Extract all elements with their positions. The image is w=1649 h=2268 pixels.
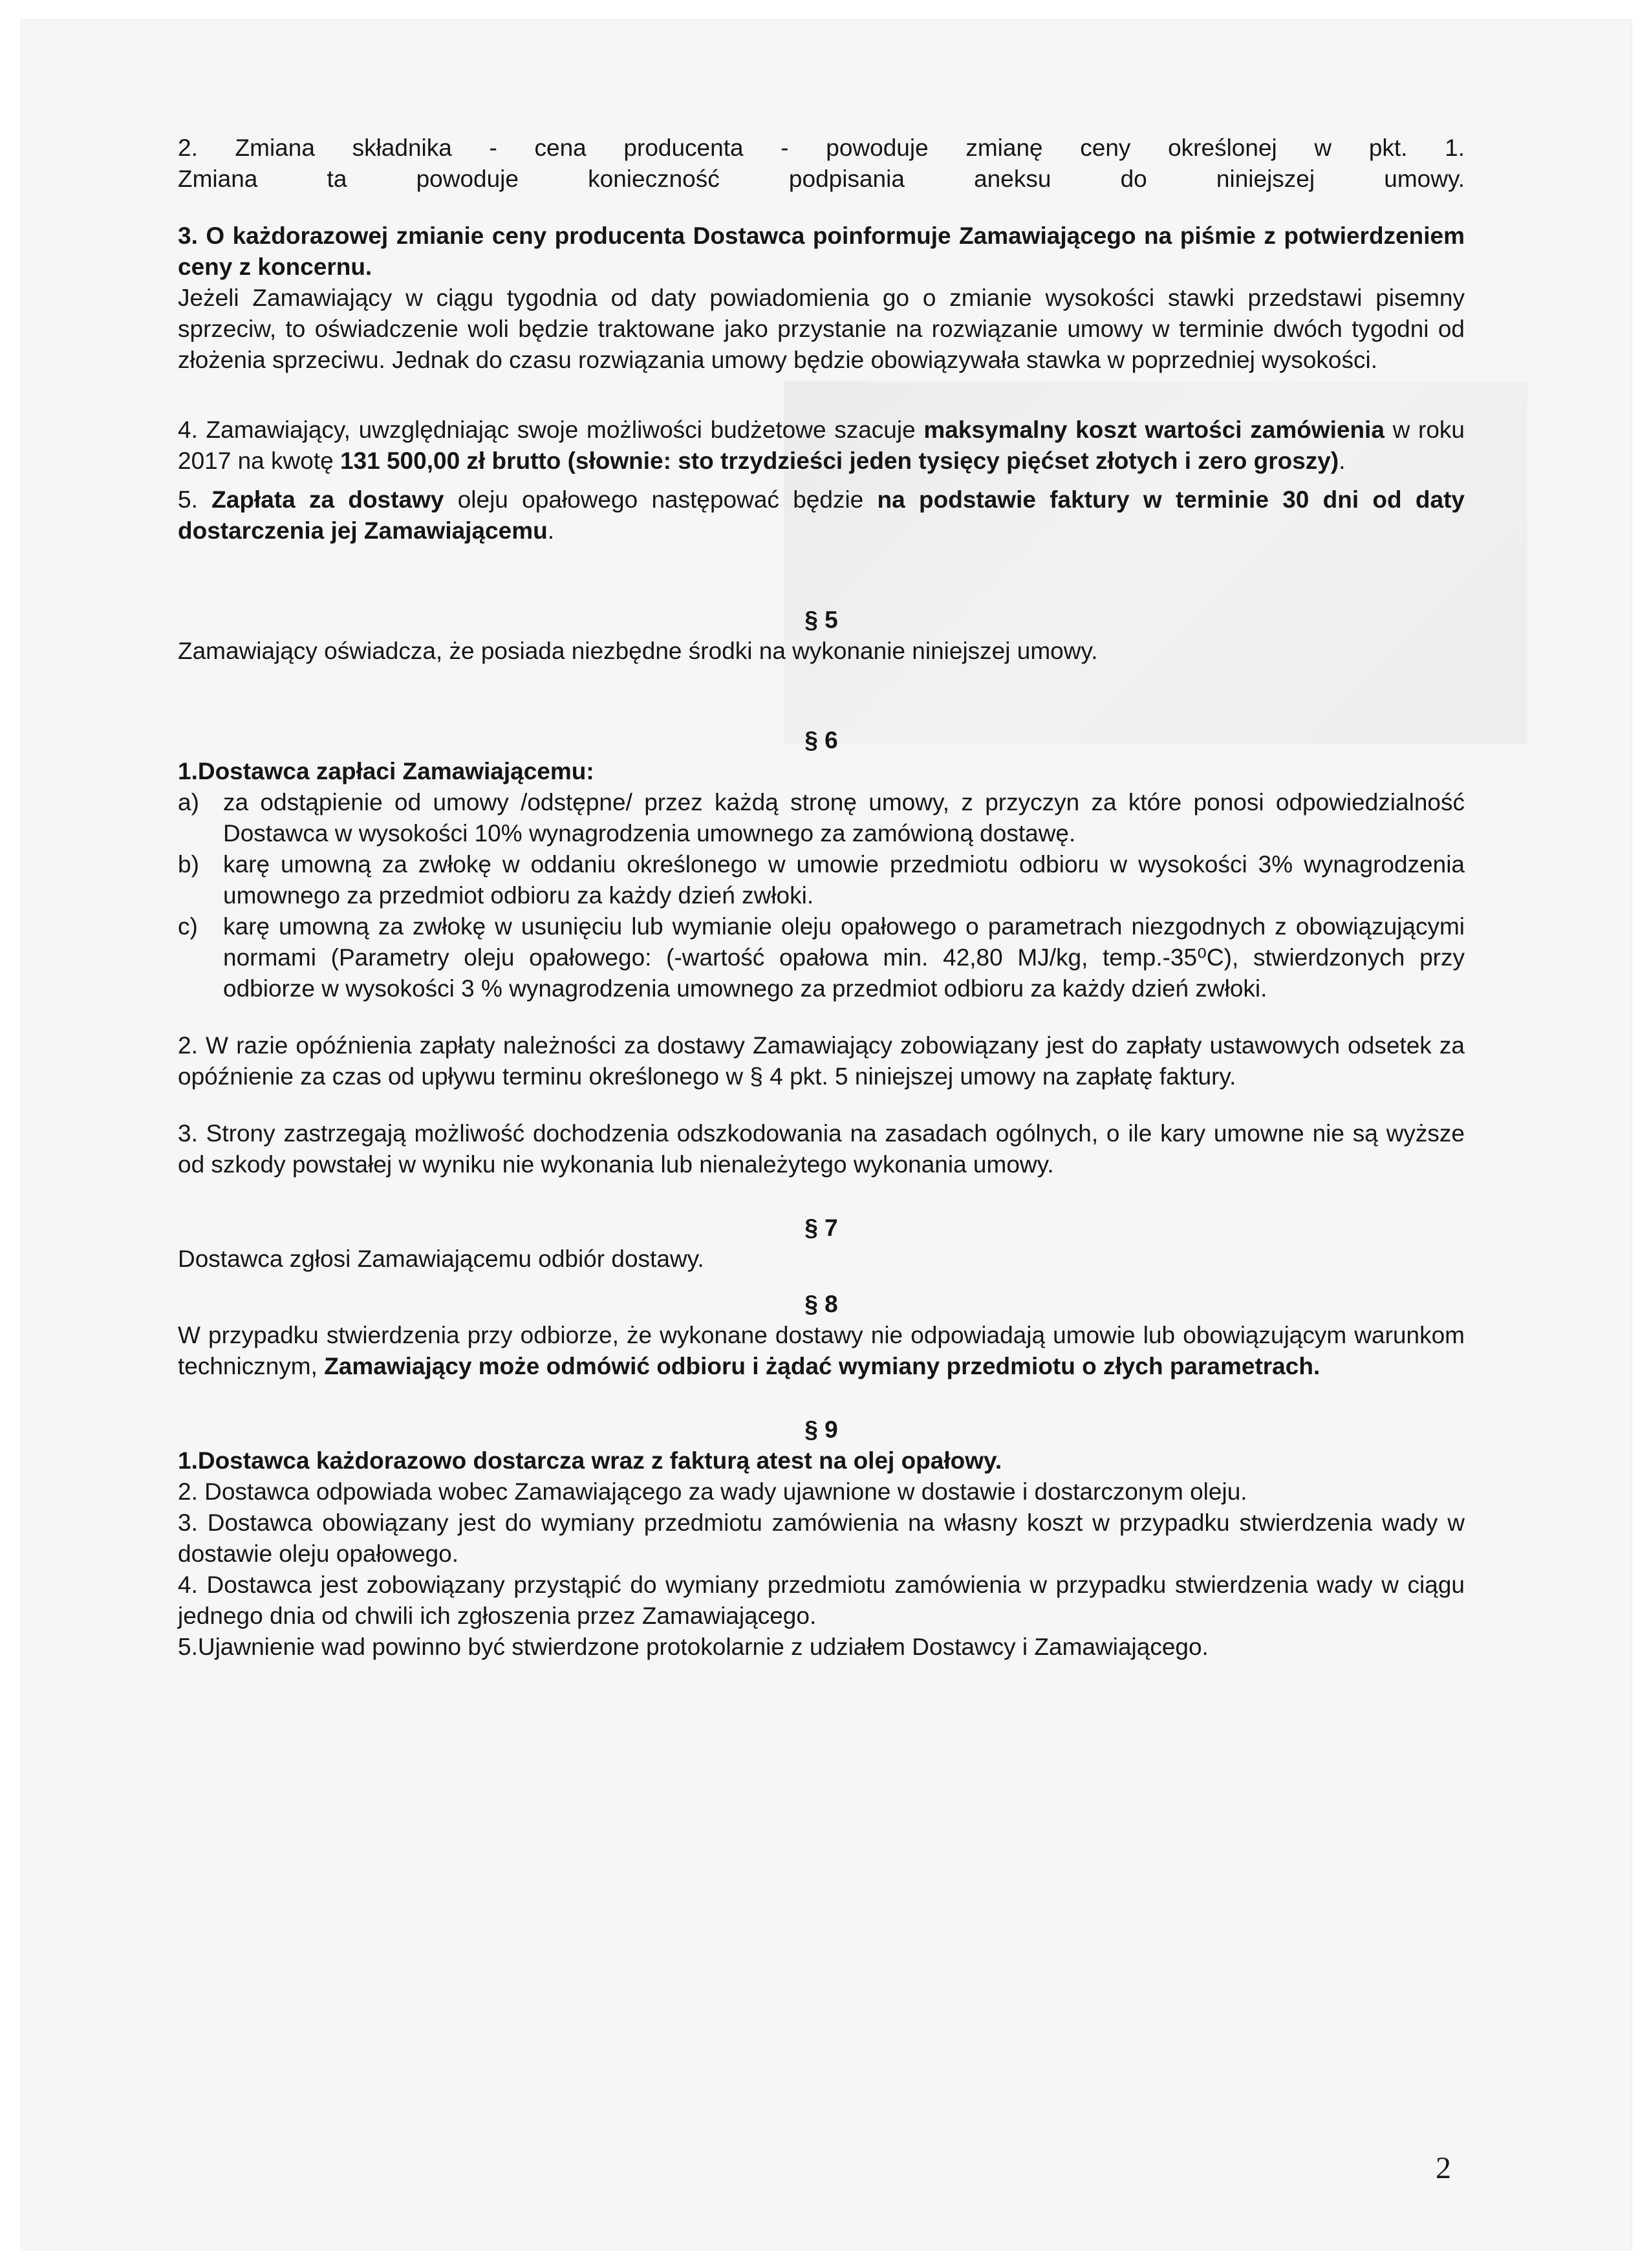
section-9-item-2: 2. Dostawca odpowiada wobec Zamawiającego za wady ujawnione w dostawie i dostarczonym oleju. xyxy=(178,1478,1247,1505)
document-body xyxy=(178,133,1465,1663)
section-9-item-5: 5.Ujawnienie wad powinno być stwierdzone protokolarnie z udziałem Dostawcy i Zamawiającego. xyxy=(178,1634,1209,1660)
list-label: c) xyxy=(178,913,198,940)
section-6-title: § 6 xyxy=(804,727,838,753)
section-6-paragraph-3: 3. Strony zastrzegają możliwość dochodzenia odszkodowania na zasadach ogólnych, o ile kary umowne nie są wyższe od szkody powstałej w wyniku nie wykonania lub nienależytego wykonania umowy. xyxy=(178,1120,1465,1178)
bold-text: na podstawie faktury w terminie 30 dni od daty dostarczenia jej Zamawiającemu xyxy=(178,486,1465,544)
section-8-text xyxy=(178,1320,1465,1382)
line: 2. Zmiana składnika - cena producenta - powoduje zmianę ceny określonej w pkt. 1. xyxy=(178,135,1465,161)
paragraph-4-4 xyxy=(178,415,1465,477)
paragraph-4-3 xyxy=(178,221,1465,376)
section-9-item-1: 1.Dostawca każdorazowo dostarcza wraz z fakturą atest na olej opałowy. xyxy=(178,1447,1002,1474)
text: w roku 2017 na kwotę xyxy=(178,416,1465,474)
section-5-text: Zamawiający oświadcza, że posiada niezbędne środki na wykonanie niniejszej umowy. xyxy=(178,638,1098,664)
list-text: karę umowną za zwłokę w oddaniu określonego w umowie przedmiotu odbioru w wysokości 3% wynagrodzenia umownego za przedmiot odbioru za każdy dzień zwłoki. xyxy=(223,851,1465,909)
list-text: karę umowną za zwłokę w usunięciu lub wymianie oleju opałowego o parametrach niezgodnych z obowiązującymi normami (Parametry oleju opałowego: (-wartość opałowa min. 42,80 MJ/kg, temp.-35⁰C), stwierdzonych przy odbiorze w wysokości 3 % wynagrodzenia umownego za przedmiot odbioru za każdy dzień zwłoki. xyxy=(223,913,1465,1002)
section-9-title: § 9 xyxy=(804,1416,838,1443)
text: . xyxy=(547,517,554,544)
text: W przypadku stwierdzenia przy odbiorze, że wykonane dostawy nie odpowiadają umowie lub obowiązującym warunkom technicznym, xyxy=(178,1322,1465,1379)
bold-text: Zamawiający może odmówić odbioru i żądać wymiany przedmiotu o złych parametrach. xyxy=(324,1353,1320,1379)
page-number: 2 xyxy=(1436,2151,1451,2185)
text: 4. Zamawiający, uwzględniając swoje możliwości budżetowe szacuje xyxy=(178,416,924,443)
section-8-title: § 8 xyxy=(804,1291,838,1317)
text: . xyxy=(1339,448,1346,474)
bold-amount: 131 500,00 zł brutto (słownie: sto trzydzieści jeden tysięcy pięćset złotych i zero groszy) xyxy=(339,448,1339,474)
section-6-heading: 1.Dostawca zapłaci Zamawiającemu: xyxy=(178,758,594,784)
section-6-paragraph-2: 2. W razie opóźnienia zapłaty należności za dostawy Zamawiający zobowiązany jest do zapłaty ustawowych odsetek za opóźnienie za czas od upływu terminu określonego w § 4 pkt. 5 niniejszej umowy na zapłatę faktury. xyxy=(178,1032,1465,1090)
section-5-title: § 5 xyxy=(804,607,838,633)
list-label: a) xyxy=(178,789,199,815)
section-7-title: § 7 xyxy=(804,1215,838,1241)
clause-text: Jeżeli Zamawiający w ciągu tygodnia od daty powiadomienia go o zmianie wysokości stawki przedstawi pisemny sprzeciw, to oświadczenie woli będzie traktowane jako przystanie na rozwiązanie umowy w terminie dwóch tygodni od złożenia sprzeciwu. Jednak do czasu rozwiązania umowy będzie obowiązywała stawka w poprzedniej wysokości. xyxy=(178,285,1465,373)
section-7-text: Dostawca zgłosi Zamawiającemu odbiór dostawy. xyxy=(178,1246,704,1272)
text: oleju opałowego następować będzie xyxy=(444,486,878,513)
list-item-b xyxy=(178,849,1465,911)
list-item-c xyxy=(178,911,1465,1004)
text: 5. xyxy=(178,486,212,513)
paragraph-4-2 xyxy=(178,133,1465,195)
paragraph-4-5 xyxy=(178,484,1465,546)
list-item-a xyxy=(178,787,1465,849)
bold-text: maksymalny koszt wartości zamówienia xyxy=(923,416,1385,443)
list-label: b) xyxy=(178,851,199,878)
bold-clause: 3. O każdorazowej zmianie ceny producenta Dostawca poinformuje Zamawiającego na piśmie z potwierdzeniem ceny z koncernu. xyxy=(178,222,1465,280)
line: Zmiana ta powoduje konieczność podpisania aneksu do niniejszej umowy. xyxy=(178,166,1465,192)
section-9-item-4: 4. Dostawca jest zobowiązany przystąpić do wymiany przedmiotu zamówienia w przypadku stwierdzenia wady w ciągu jednego dnia od chwili ich zgłoszenia przez Zamawiającego. xyxy=(178,1571,1465,1629)
section-9-item-3: 3. Dostawca obowiązany jest do wymiany przedmiotu zamówienia na własny koszt w przypadku stwierdzenia wady w dostawie oleju opałowego. xyxy=(178,1509,1465,1567)
bold-text: Zapłata za dostawy xyxy=(211,486,444,513)
list-text: za odstąpienie od umowy /odstępne/ przez każdą stronę umowy, z przyczyn za które ponosi odpowiedzialność Dostawca w wysokości 10% wynagrodzenia umownego za zamówioną dostawę. xyxy=(223,789,1465,847)
